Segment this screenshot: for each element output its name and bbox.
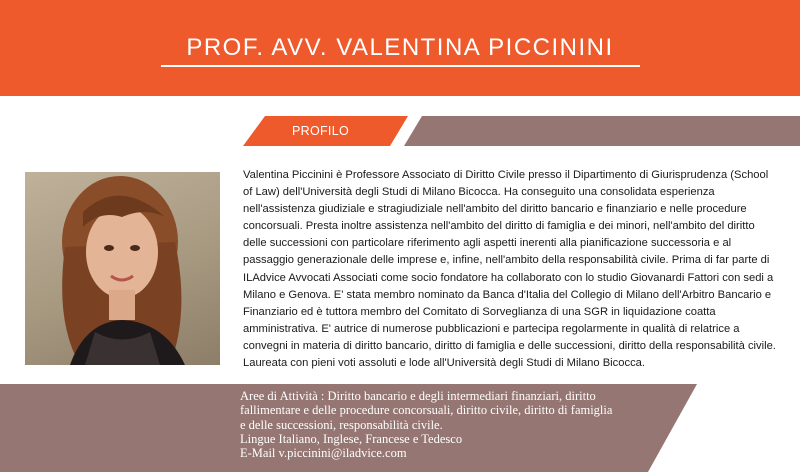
profile-photo xyxy=(25,172,220,365)
portrait-illustration xyxy=(25,172,220,365)
bio-text: Valentina Piccinini è Professore Associato di Diritto Civile presso il Dipartimento di Giurisprudenza (School of Law) dell'Università degli Studi di Milano Bicocca. Ha conseguito una consolidata esperienza nell'assistenza giudiziale e stragiudiziale nell'ambito del diritto bancario e finanziario e nelle procedure concorsuali. Presta inoltre assistenza nell'ambito del diritto di famiglia e dei minori, nell'ambito del diritto delle successioni con particolare riferimento agli aspetti inerenti alla pianificazione successoria e al passaggio generazionale delle imprese e, infine, nell'ambito della responsabilità civile. Prima di far parte di ILAdvice Avvocati Associati come socio fondatore ha collaborato con lo studio Giovanardi Fattori con sedi a Milano e Genova. E' stata membro nominato da Banca d'Italia del Collegio di Milano dell'Arbitro Bancario e Finanziario ed è tuttora membro del Comitato di Sorveglianza di una SGR in liquidazione coatta amministrativa. E' autrice di numerose pubblicazioni e partecipa regolarmente in qualità di relatrice a convegni in materia di diritto bancario, diritto di famiglia e delle successioni, diritto della responsabilità civile. Laureata con pieni voti assoluti e lode all'Università degli Studi di Milano Bicocca. xyxy=(243,169,776,370)
languages-line: Lingue Italiano, Inglese, Francese e Tedesco xyxy=(240,431,463,446)
page-title: PROF. AVV. VALENTINA PICCININI xyxy=(186,34,614,61)
tab-bar-shapes xyxy=(0,116,800,146)
practice-areas-line-1: Aree di Attività : Diritto bancario e degli intermediari finanziari, diritto xyxy=(240,389,596,403)
section-tab-bar xyxy=(0,116,800,146)
header-banner xyxy=(0,0,800,96)
title-underline xyxy=(161,65,640,67)
email-line[interactable]: E-Mail v.piccinini@iladvice.com xyxy=(240,446,407,461)
practice-areas-line-2: fallimentare e delle procedure concorsuali, diritto civile, diritto di famiglia xyxy=(240,403,613,418)
tab-brown-bar xyxy=(404,116,800,146)
section-tab-profilo[interactable]: PROFILO xyxy=(292,124,349,138)
footer-info xyxy=(240,389,680,460)
practice-areas-line-3: e delle successioni, responsabilità civile. xyxy=(240,417,443,432)
